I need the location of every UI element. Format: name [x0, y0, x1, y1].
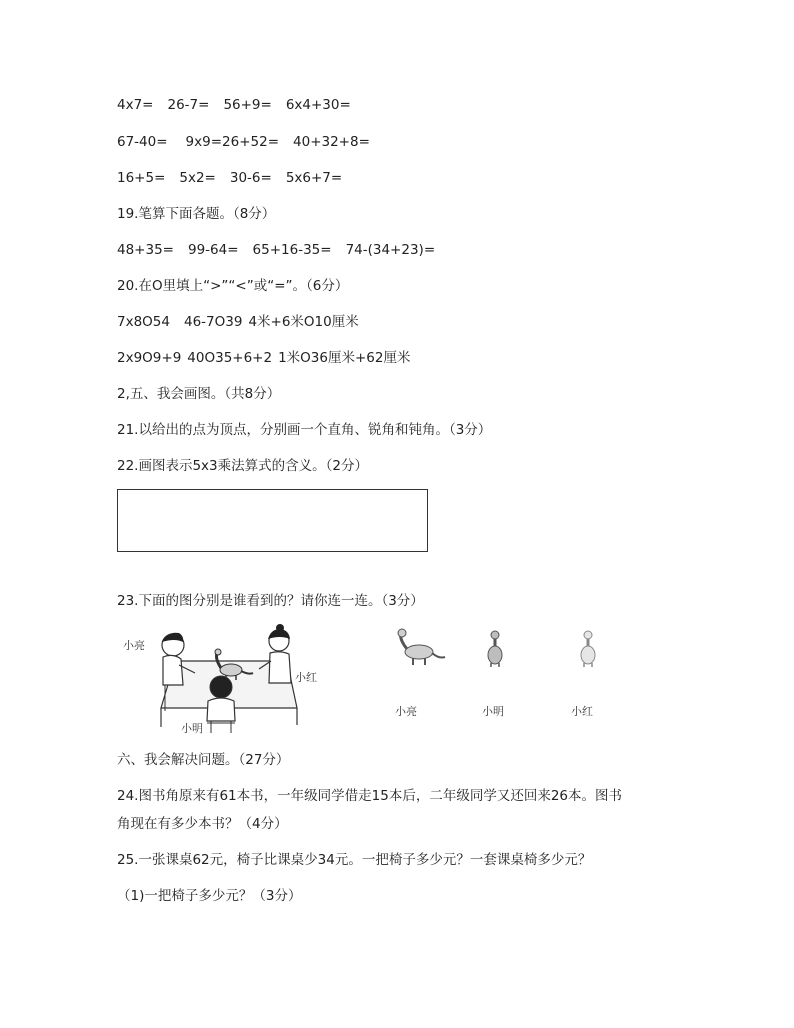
q24-line-1: 24.图书角原来有61本书，一年级同学借走15本后，二年级同学又还回来26本。图书: [117, 788, 623, 804]
oral-calc-row-3: [117, 169, 342, 187]
section-5-title: 2,五、我会画图。（共8分）: [117, 386, 281, 402]
calc-item: 26+52=: [222, 134, 280, 150]
view-label-xiaoliang: 小亮: [395, 705, 417, 718]
q19-items: [117, 241, 435, 259]
compare-item: 1米O36厘米+62厘米: [278, 350, 411, 366]
compare-item: 46-7O39: [183, 314, 243, 330]
oral-calc-row-2: [117, 133, 370, 151]
calc-item: 4x7=: [117, 97, 154, 113]
q22-title: 22.画图表示5x3乘法算式的含义。（2分）: [117, 458, 368, 474]
calc-item: 99-64=: [187, 242, 239, 258]
q20-title: 20.在O里填上“>”“<”或“=”。（6分）: [117, 278, 349, 294]
dinosaur-front-view-icon[interactable]: [488, 631, 502, 667]
oral-calc-row-1: [117, 96, 351, 114]
calc-item: 67-40=: [117, 134, 168, 150]
compare-item: 7x8O54: [117, 314, 170, 330]
dinosaur-back-view-icon[interactable]: [581, 631, 595, 667]
q20-row-1: [117, 313, 359, 331]
scene-label-xiaoliang: 小亮: [123, 639, 145, 652]
calc-item: 5x6+7=: [285, 170, 343, 186]
q19-title: 19.笔算下面各题。（8分）: [117, 206, 276, 222]
q20-row-2: [117, 349, 410, 367]
calc-item: 40+32+8=: [293, 134, 370, 150]
q25-sub-1: （1)一把椅子多少元？（3分）: [117, 888, 302, 904]
calc-item: 5x2=: [179, 170, 216, 186]
calc-item: 74-(34+23)=: [345, 242, 436, 258]
q21-title: 21.以给出的点为顶点，分别画一个直角、锐角和钝角。（3分）: [117, 422, 492, 438]
calc-item: 16+5=: [117, 170, 166, 186]
table-scene-illustration: [117, 623, 317, 735]
calc-item: 48+35=: [117, 242, 174, 258]
calc-item: 26-7=: [167, 97, 210, 113]
view-options-illustration: [385, 627, 615, 722]
calc-item: 56+9=: [223, 97, 272, 113]
calc-item: 9x9=: [185, 134, 223, 150]
q24-line-2: 角现在有多少本书？（4分）: [117, 816, 288, 832]
view-label-xiaoming: 小明: [482, 705, 504, 718]
calc-item: 6x4+30=: [285, 97, 351, 113]
q25-title: 25.一张课桌62元，椅子比课桌少34元。一把椅子多少元？一套课桌椅多少元？: [117, 852, 592, 868]
compare-item: 4米+6米O10厘米: [248, 314, 359, 330]
scene-label-xiaohong: 小红: [295, 671, 317, 684]
compare-item: 2x9O9+9: [117, 350, 182, 366]
section-6-title: 六、我会解决问题。（27分）: [117, 752, 290, 768]
drawing-answer-box[interactable]: [117, 489, 428, 552]
boy-xiaoming-figure: [207, 676, 235, 733]
view-label-xiaohong: 小红: [571, 705, 593, 718]
scene-label-xiaoming: 小明: [181, 722, 203, 735]
dinosaur-side-view-icon[interactable]: [398, 629, 445, 665]
calc-item: 30-6=: [229, 170, 272, 186]
q23-title: 23.下面的图分别是谁看到的？请你连一连。（3分）: [117, 593, 424, 609]
compare-item: 40O35+6+2: [187, 350, 273, 366]
calc-item: 65+16-35=: [252, 242, 332, 258]
